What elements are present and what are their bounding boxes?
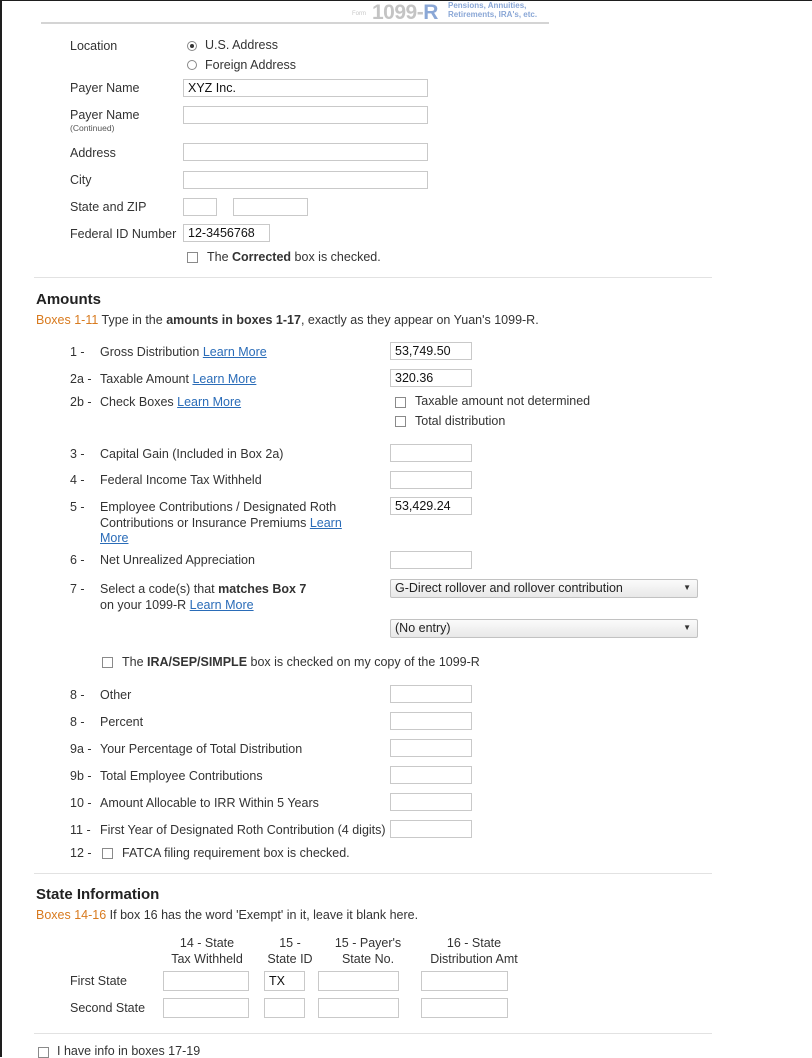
zip-input[interactable] [233, 198, 308, 216]
ira-post: box is checked on my copy of the 1099-R [247, 655, 480, 669]
box10-irr-input[interactable] [390, 793, 472, 811]
form-word: Form [352, 11, 366, 17]
box8-percent-label: Percent [100, 715, 144, 729]
box7-code1-select[interactable] [390, 579, 698, 598]
box1-learn-more-link[interactable]: Learn More [202, 345, 267, 359]
box3-capital-gain-input[interactable] [390, 444, 472, 462]
fatca-label: FATCA filing requirement box is checked. [122, 846, 350, 860]
second-state-tax-withheld-input[interactable] [163, 998, 249, 1018]
foreign-address-radio[interactable] [187, 60, 197, 70]
box9a-percentage-input[interactable] [390, 739, 472, 757]
box10-number: 10 - [70, 796, 92, 810]
box7-number: 7 - [70, 582, 85, 596]
form-description [448, 1, 537, 19]
box8-percent-input[interactable] [390, 712, 472, 730]
second-state-id-input[interactable] [264, 998, 305, 1018]
box5-number: 5 - [70, 500, 85, 514]
box5-label-line2 [100, 516, 342, 532]
form-number-letter: R [423, 1, 438, 24]
box7-label-line2-text: on your 1099-R [100, 597, 187, 612]
box8-other-number: 8 - [70, 688, 85, 702]
state-instr-text: If box 16 has the word 'Exempt' in it, leave it blank here. [106, 908, 419, 922]
second-state-distribution-input[interactable] [421, 998, 508, 1018]
total-distribution-checkbox[interactable] [395, 416, 406, 427]
box5-label-line1: Employee Contributions / Designated Roth [100, 500, 337, 514]
col-header-state-id-line2: State ID [267, 951, 313, 966]
box11-roth-year-input[interactable] [390, 820, 472, 838]
corrected-checkbox[interactable] [187, 252, 198, 263]
state-info-instructions [36, 908, 418, 922]
col-header-tax-withheld-line2: Tax Withheld [171, 951, 243, 966]
amounts-instr-post: , exactly as they appear on Yuan's 1099-R. [300, 313, 539, 327]
box9b-label: Total Employee Contributions [100, 769, 263, 783]
payer-name-input[interactable] [183, 79, 428, 97]
box6-number: 6 - [70, 553, 85, 567]
ira-sep-simple-label [122, 655, 480, 669]
payer-name-label: Payer Name [70, 81, 140, 95]
box9b-number: 9b - [70, 769, 92, 783]
state-input[interactable] [183, 198, 217, 216]
col-header-payer-state-no-line1: 15 - Payer's [334, 936, 402, 950]
col-header-state-id-line1: 15 - [279, 936, 301, 950]
taxable-not-determined-label[interactable]: Taxable amount not determined [415, 394, 591, 408]
second-state-label: Second State [70, 1001, 146, 1015]
box7-code2-select[interactable] [390, 619, 698, 638]
federal-id-input[interactable] [183, 224, 270, 242]
box2b-label [100, 395, 241, 409]
ira-pre: The [122, 655, 148, 669]
corrected-label [207, 250, 381, 264]
city-input[interactable] [183, 171, 428, 189]
us-address-label[interactable]: U.S. Address [205, 38, 278, 52]
box2a-label [100, 372, 256, 386]
city-label: City [70, 173, 92, 187]
corrected-pre: The [207, 250, 233, 264]
box4-federal-tax-input[interactable] [390, 471, 472, 489]
form-number [372, 1, 438, 25]
total-distribution-label[interactable]: Total distribution [415, 414, 506, 428]
chevron-down-icon: ▼ [683, 623, 691, 632]
col-header-payer-state-no-line2: State No. [341, 951, 395, 966]
box7-label-pre: Select a code(s) that [100, 582, 219, 596]
address-label: Address [70, 146, 116, 160]
box1-label [100, 345, 267, 359]
box2b-number: 2b - [70, 395, 92, 409]
col-header-distribution-amt-line1: 16 - State [446, 936, 502, 950]
first-state-distribution-input[interactable] [421, 971, 508, 991]
box9b-total-contributions-input[interactable] [390, 766, 472, 784]
first-state-payer-no-input[interactable] [318, 971, 399, 991]
second-state-payer-no-input[interactable] [318, 998, 399, 1018]
boxes-17-19-checkbox[interactable] [38, 1047, 49, 1058]
us-address-radio[interactable] [187, 41, 197, 51]
col-header-tax-withheld-line1: 14 - State [179, 936, 235, 950]
box5-learn-link[interactable]: Learn [309, 515, 342, 530]
window-left-border [0, 0, 2, 1057]
box12-number: 12 - [70, 846, 92, 860]
box9a-label: Your Percentage of Total Distribution [100, 742, 303, 756]
box2a-label-text: Taxable Amount [100, 372, 189, 386]
box7-label-line2 [100, 598, 306, 614]
box2a-taxable-amount-input[interactable] [390, 369, 472, 387]
payer-name-continued-label: Payer Name [70, 108, 140, 122]
box2b-learn-more-link[interactable]: Learn More [177, 395, 242, 409]
form-description-line2: Retirements, IRA's, etc. [448, 10, 538, 19]
box7-learn-more-link[interactable]: Learn More [189, 597, 254, 612]
box5-label-line3 [100, 531, 342, 547]
first-state-tax-withheld-input[interactable] [163, 971, 249, 991]
federal-id-label: Federal ID Number [70, 227, 177, 241]
chevron-down-icon: ▼ [683, 583, 691, 592]
fatca-checkbox[interactable] [102, 848, 113, 859]
box5-label [100, 500, 342, 547]
corrected-post: box is checked. [291, 250, 381, 264]
section-divider [34, 277, 712, 278]
box4-label: Federal Income Tax Withheld [100, 473, 262, 487]
col-header-distribution-amt-line2: Distribution Amt [430, 951, 518, 966]
box9a-number: 9a - [70, 742, 92, 756]
box7-label-bold: matches Box 7 [218, 582, 307, 596]
box5-more-link[interactable]: More [100, 531, 129, 545]
col-header-payer-state-no [318, 936, 418, 967]
amounts-instr-pre: Type in the [98, 313, 167, 327]
payer-name-continued-input[interactable] [183, 106, 428, 124]
box8-other-input[interactable] [390, 685, 472, 703]
state-info-title: State Information [36, 886, 160, 903]
box2a-number: 2a - [70, 372, 92, 386]
box8-other-label: Other [100, 688, 132, 702]
foreign-address-label[interactable]: Foreign Address [205, 58, 297, 72]
box1-gross-distribution-input[interactable] [390, 342, 472, 360]
box7-code2-value: (No entry) [395, 621, 451, 635]
amounts-instructions [36, 313, 539, 327]
box11-number: 11 - [70, 823, 91, 837]
section-divider [34, 1033, 712, 1034]
box6-label: Net Unrealized Appreciation [100, 553, 255, 567]
col-header-state-id [255, 936, 325, 967]
ira-bold: IRA/SEP/SIMPLE [147, 655, 248, 669]
state-boxes-ref: Boxes 14-16 [36, 908, 107, 922]
box3-number: 3 - [70, 447, 85, 461]
box6-net-unrealized-input[interactable] [390, 551, 472, 569]
state-zip-label: State and ZIP [70, 200, 147, 214]
col-header-tax-withheld [157, 936, 257, 967]
section-divider [34, 873, 712, 874]
form-description-line1: Pensions, Annuities, [448, 1, 527, 10]
box8-percent-number: 8 - [70, 715, 85, 729]
form-number-digits: 1099- [372, 1, 424, 24]
ira-sep-simple-checkbox[interactable] [102, 657, 113, 668]
box7-label [100, 582, 306, 613]
amounts-title: Amounts [36, 291, 101, 308]
address-input[interactable] [183, 143, 428, 161]
box1-label-text: Gross Distribution [100, 345, 200, 359]
col-header-distribution-amt [414, 936, 534, 967]
box1-number: 1 - [70, 345, 85, 359]
payer-name-continued-sub: (Continued) [70, 123, 115, 133]
first-state-id-input[interactable] [264, 971, 305, 991]
box10-label: Amount Allocable to IRR Within 5 Years [100, 796, 319, 810]
amounts-instr-bold: amounts in boxes 1-17 [166, 313, 301, 327]
header-rule [41, 22, 549, 24]
box4-number: 4 - [70, 473, 85, 487]
box11-label: First Year of Designated Roth Contribution (4 digits) [100, 823, 386, 837]
box2b-label-text: Check Boxes [100, 395, 174, 409]
boxes-17-19-label: I have info in boxes 17-19 [57, 1044, 201, 1058]
first-state-label: First State [70, 974, 127, 988]
box2a-learn-more-link[interactable]: Learn More [192, 372, 257, 386]
box5-label-line2-text: Contributions or Insurance Premiums [100, 515, 307, 530]
box7-label-line1 [100, 582, 306, 598]
amounts-boxes-ref: Boxes 1-11 [36, 313, 99, 327]
box7-code1-value: G-Direct rollover and rollover contribution [395, 581, 623, 595]
taxable-not-determined-checkbox[interactable] [395, 397, 406, 408]
box5-employee-contributions-input[interactable] [390, 497, 472, 515]
location-label: Location [70, 39, 118, 53]
box3-label: Capital Gain (Included in Box 2a) [100, 447, 284, 461]
corrected-bold: Corrected [232, 250, 292, 264]
